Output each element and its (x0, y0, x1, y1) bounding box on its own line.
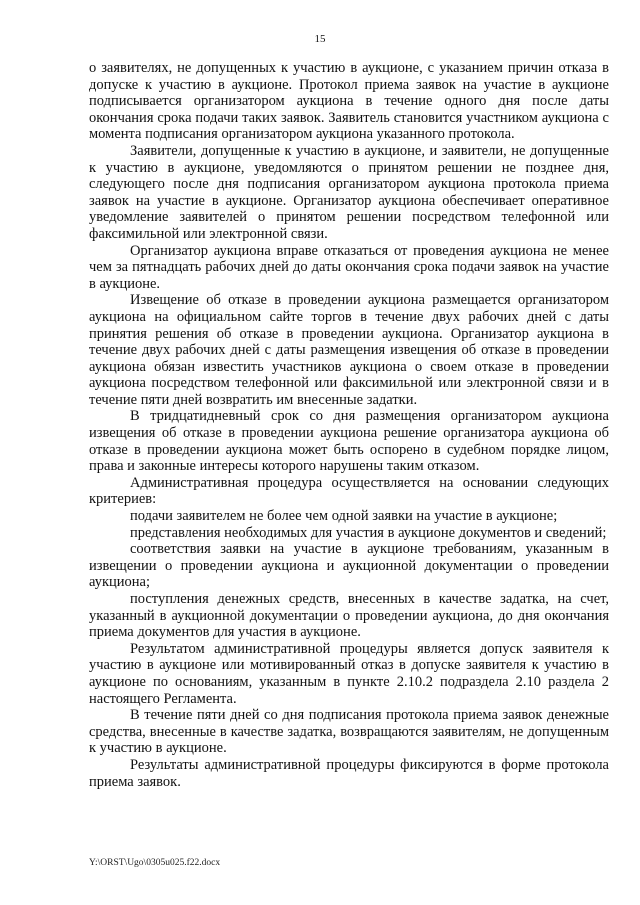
paragraph-continuation: о заявителях, не допущенных к участию в аукционе, с указанием причин отказа в допуске к участию в аукционе. Протокол приема заявок на участие в аукционе подписывается организатором аукциона в течение одного дня после даты окончания срока подачи таких заявок. Заявитель становится участником аукциона с момента подписания организатором аукциона указанного протокола. (89, 60, 609, 143)
paragraph-appeal: В тридцатидневный срок со дня размещения организатором аукциона извещения об отказе в проведении аукциона решение организатора аукциона об отказе в проведении аукциона может быть оспорено в судебном порядке лицом, права и законные интересы которого нарушены таким отказом. (89, 408, 609, 475)
file-path-footer: Y:\ORST\Ugo\0305u025.f22.docx (89, 858, 221, 868)
criteria-item-compliance: соответствия заявки на участие в аукционе требованиям, указанным в извещении о проведении аукциона и аукционной документации о проведении аукциона; (89, 541, 609, 591)
paragraph-deposit-return: В течение пяти дней со дня подписания протокола приема заявок денежные средства, внесенные в качестве задатка, возвращаются заявителям, не допущенным к участию в аукционе. (89, 707, 609, 757)
criteria-item-documents: представления необходимых для участия в аукционе документов и сведений; (130, 524, 607, 541)
criteria-item-single-application: подачи заявителем не более чем одной заявки на участие в аукционе; (130, 508, 558, 525)
page-number: 15 (314, 33, 326, 45)
document-body (89, 60, 609, 790)
paragraph-result: Результатом административной процедуры является допуск заявителя к участию в аукционе или мотивированный отказ в допуске заявителя к участию в аукционе по основаниям, указанным в пункте 2.10.2 подраздела 2.10 раздела 2 настоящего Регламента. (89, 640, 609, 707)
paragraph-recording: Результаты административной процедуры фиксируются в форме протокола приема заявок. (89, 756, 609, 790)
criteria-item-deposit: поступления денежных средств, внесенных в качестве задатка, на счет, указанный в аукционной документации о проведении аукциона, до дня окончания приема документов для участия в аукционе. (89, 591, 609, 641)
paragraph-notification: Заявители, допущенные к участию в аукционе, и заявители, не допущенные к участию в аукционе, уведомляются о принятом решении не позднее дня, следующего после дня подписания организатором аукциона протокола приема заявок на участие в аукционе. Организатор аукциона обеспечивает оперативное уведомление заявителей о принятом решении посредством телефонной или факсимильной или электронной связи. (89, 142, 609, 242)
paragraph-cancellation-notice: Извещение об отказе в проведении аукциона размещается организатором аукциона на официальном сайте торгов в течение двух рабочих дней с даты принятия решения об отказе в проведении аукциона. Организатор аукциона в течение двух рабочих дней с даты размещения извещения об отказе в проведении аукциона обязан известить участников аукциона о своем отказе в проведении аукциона посредством телефонной или факсимильной или электронной связи и в течение пяти дней возвратить им внесенные задатки. (89, 292, 609, 408)
paragraph-cancellation-right: Организатор аукциона вправе отказаться от проведения аукциона не менее чем за пятнадцать рабочих дней до даты окончания срока подачи заявок на участие в аукционе. (89, 242, 609, 292)
paragraph-criteria-intro: Административная процедура осуществляется на основании следующих критериев: (89, 474, 609, 508)
